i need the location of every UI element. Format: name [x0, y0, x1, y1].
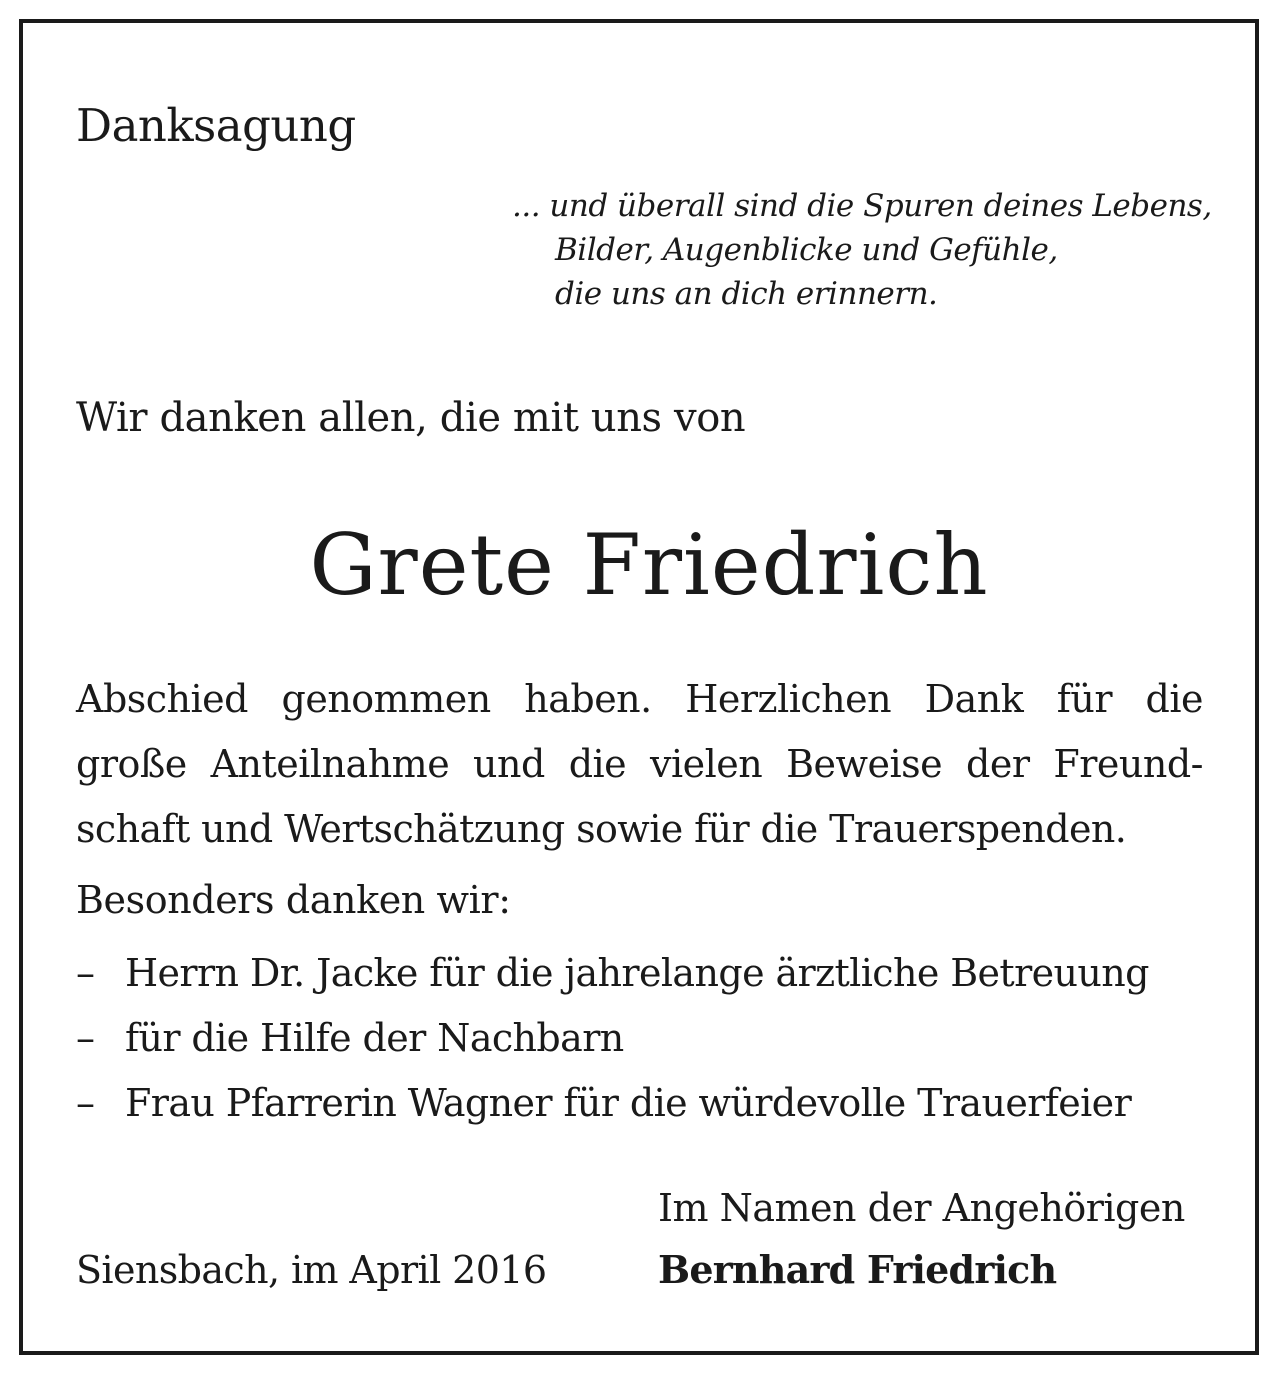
on-behalf-text: Im Namen der Angehörigen: [658, 1186, 1185, 1230]
paragraph-line: Abschied genommen haben. Herzlichen Dank für die: [76, 677, 1203, 721]
notice-heading: Danksagung: [76, 99, 356, 152]
list-item: [76, 1006, 1149, 1071]
list-item: [76, 1071, 1149, 1136]
paragraph-line: große Anteilnahme und die vielen Beweise der Freund-: [76, 742, 1203, 786]
quote-line: die uns an dich erinnern.: [555, 276, 938, 312]
list-item: [76, 941, 1149, 1006]
list-item-text: Herrn Dr. Jacke für die jahrelange ärztliche Betreuung: [125, 951, 1149, 995]
signer-name: Bernhard Friedrich: [658, 1247, 1057, 1292]
list-item-text: für die Hilfe der Nachbarn: [125, 1016, 624, 1060]
paragraph-line: schaft und Wertschätzung sowie für die Trauerspenden.: [76, 807, 1127, 851]
quote-line: Bilder, Augenblicke und Gefühle,: [555, 232, 1058, 268]
quote-line: ... und überall sind die Spuren deines Lebens,: [512, 188, 1212, 224]
thanks-paragraph: [76, 667, 1203, 862]
dash-bullet: –: [76, 1016, 95, 1060]
dash-bullet: –: [76, 951, 95, 995]
special-thanks-list: [76, 941, 1149, 1136]
dash-bullet: –: [76, 1081, 95, 1125]
list-item-text: Frau Pfarrerin Wagner für die würdevolle Trauerfeier: [125, 1081, 1132, 1125]
memorial-quote: [512, 184, 1212, 316]
special-thanks-intro: Besonders danken wir:: [76, 878, 511, 922]
intro-text: Wir danken allen, die mit uns von: [76, 395, 746, 441]
deceased-name: Grete Friedrich: [309, 516, 989, 614]
place-date: Siensbach, im April 2016: [76, 1248, 547, 1292]
